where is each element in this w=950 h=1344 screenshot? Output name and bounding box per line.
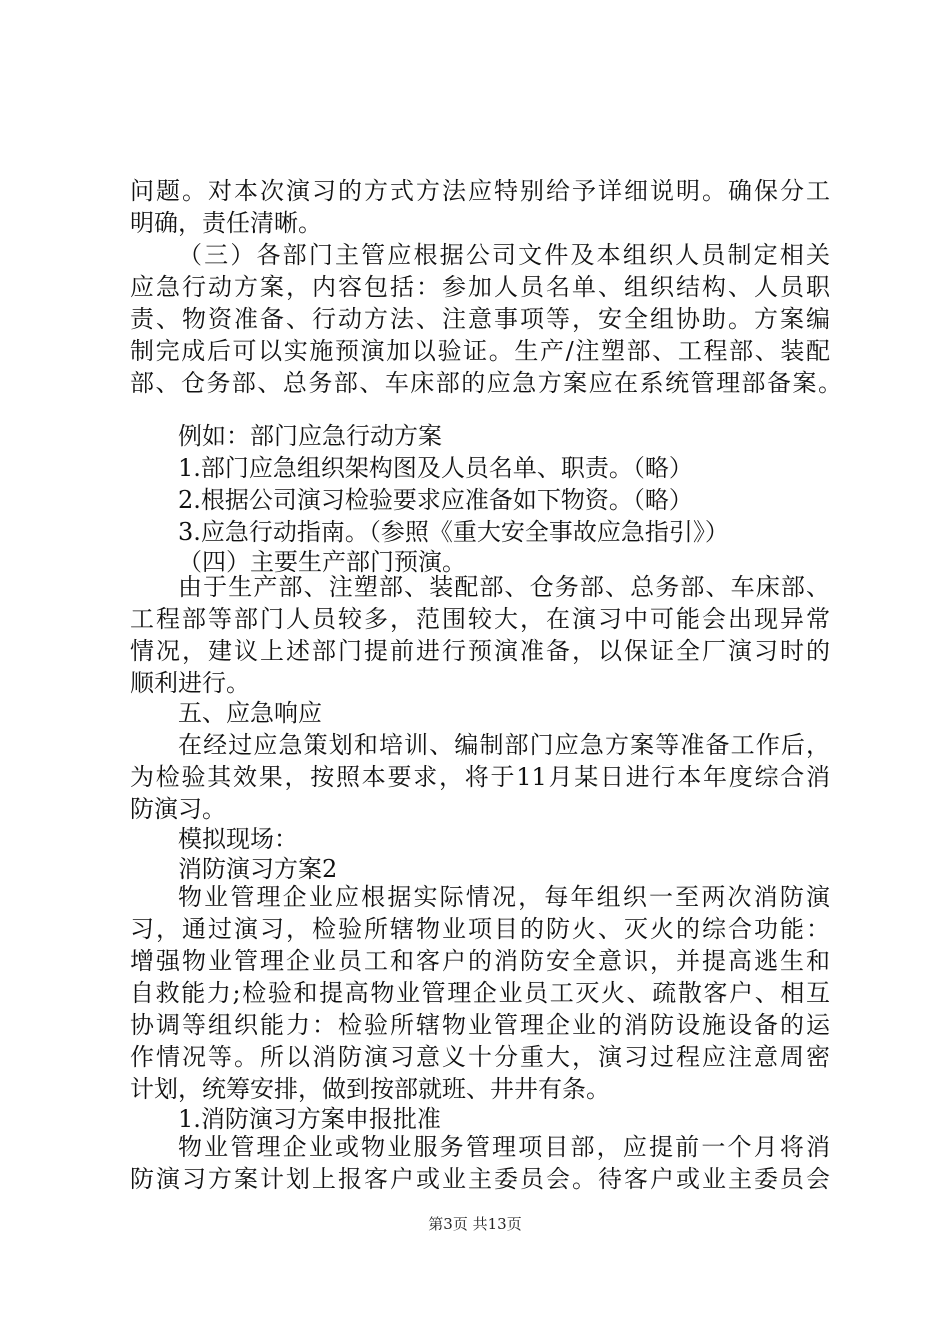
page-footer: 第3页 共13页 xyxy=(428,1215,522,1233)
text-line: 物业管理企业应根据实际情况，每年组织一至两次消防演 xyxy=(178,883,830,911)
list-item: 3.应急行动指南。（参照《重大安全事故应急指引》） xyxy=(178,518,729,546)
text-line: 明确，责任清晰。 xyxy=(130,209,322,237)
text-line: 为检验其效果，按照本要求，将于11月某日进行本年度综合消 xyxy=(130,763,830,791)
text-line: 模拟现场： xyxy=(178,825,298,853)
section-heading: 消防演习方案2 xyxy=(178,855,338,883)
text-line: 情况，建议上述部门提前进行预演准备，以保证全厂演习时的 xyxy=(130,637,830,665)
text-line: 责、物资准备、行动方法、注意事项等，安全组协助。方案编 xyxy=(130,305,830,333)
text-line: 自救能力;检验和提高物业管理企业员工灭火、疏散客户、相互 xyxy=(130,979,830,1007)
text-line: 例如：部门应急行动方案 xyxy=(178,422,442,450)
section-heading: （四）主要生产部门预演。 xyxy=(178,548,466,576)
text-line: 顺利进行。 xyxy=(130,669,250,697)
section-heading: 1.消防演习方案申报批准 xyxy=(178,1105,441,1133)
section-heading: 五、应急响应 xyxy=(178,699,322,727)
text-line: 由于生产部、注塑部、装配部、仓务部、总务部、车床部、 xyxy=(178,573,830,601)
text-line: 计划，统筹安排，做到按部就班、井井有条。 xyxy=(130,1075,610,1103)
text-line: 作情况等。所以消防演习意义十分重大，演习过程应注意周密 xyxy=(130,1043,830,1071)
text-line: （三）各部门主管应根据公司文件及本组织人员制定相关 xyxy=(178,241,830,269)
text-line: 防演习。 xyxy=(130,795,226,823)
text-line: 在经过应急策划和培训、编制部门应急方案等准备工作后， xyxy=(178,731,830,759)
text-line: 防演习方案计划上报客户或业主委员会。待客户或业主委员会 xyxy=(130,1165,830,1193)
text-line: 习，通过演习，检验所辖物业项目的防火、灭火的综合功能： xyxy=(130,915,830,943)
text-line: 应急行动方案，内容包括：参加人员名单、组织结构、人员职 xyxy=(130,273,830,301)
text-line: 工程部等部门人员较多，范围较大，在演习中可能会出现异常 xyxy=(130,605,830,633)
text-line: 增强物业管理企业员工和客户的消防安全意识，并提高逃生和 xyxy=(130,947,830,975)
list-item: 2.根据公司演习检验要求应准备如下物资。（略） xyxy=(178,486,693,514)
text-line: 物业管理企业或物业服务管理项目部，应提前一个月将消 xyxy=(178,1133,830,1161)
text-line: 协调等组织能力：检验所辖物业管理企业的消防设施设备的运 xyxy=(130,1011,830,1039)
text-line: 制完成后可以实施预演加以验证。生产/注塑部、工程部、装配 xyxy=(130,337,830,365)
text-line: 部、仓务部、总务部、车床部的应急方案应在系统管理部备案。 xyxy=(130,369,842,397)
text-line: 问题。对本次演习的方式方法应特别给予详细说明。确保分工 xyxy=(130,177,830,205)
list-item: 1.部门应急组织架构图及人员名单、职责。（略） xyxy=(178,454,693,482)
